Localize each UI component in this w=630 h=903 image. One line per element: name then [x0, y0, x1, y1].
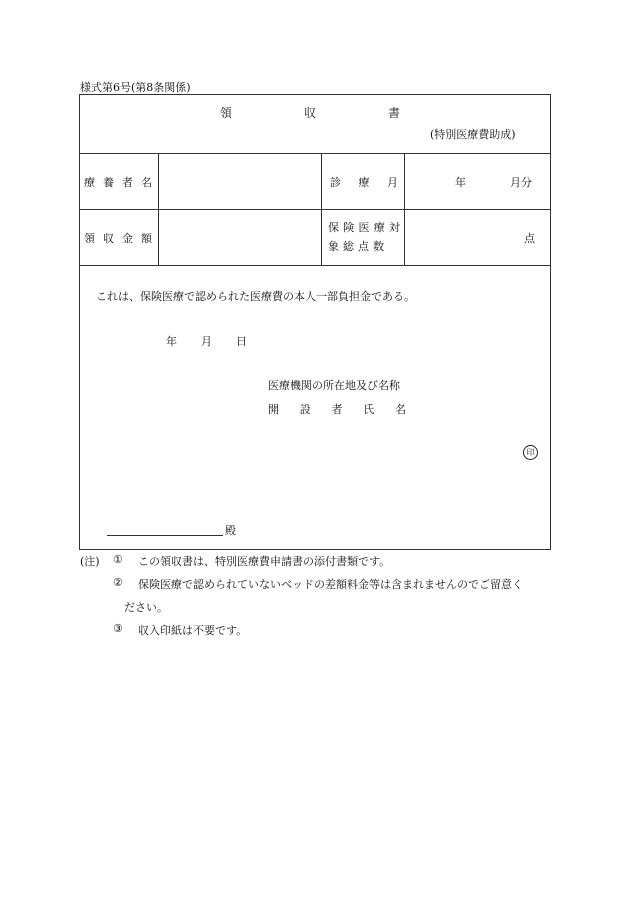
patient-name-field[interactable]	[162, 157, 317, 205]
consultation-month-label: 診療月	[330, 176, 398, 189]
amount-received-label: 領収金額	[84, 232, 152, 245]
divider-patient-row	[79, 209, 551, 210]
points-suffix: 点	[524, 232, 535, 245]
consultation-year-suffix: 年	[455, 176, 466, 189]
note-3-marker: ③	[113, 622, 123, 635]
date-month-label: 月	[201, 335, 212, 348]
note-2-text-continued: ださい。	[124, 601, 168, 614]
divider-amount-row	[79, 265, 551, 266]
note-1-marker: ①	[113, 553, 123, 566]
notes-label: (注)	[80, 555, 100, 568]
addressee-line	[107, 535, 223, 536]
note-2-text: 保険医療で認められていないベッドの差額料金等は含まれませんのでご留意く	[138, 578, 523, 591]
receipt-statement: これは、保険医療で認められた医療費の本人一部負担金である。	[96, 290, 415, 303]
col-divider-2	[321, 153, 322, 265]
date-day-label: 日	[236, 335, 247, 348]
col-divider-3	[404, 153, 405, 265]
note-3-text: 収入印紙は不要です。	[138, 624, 248, 637]
date-year-label: 年	[166, 335, 177, 348]
receipt-title: 領収書	[220, 106, 400, 120]
insurance-points-label-line2: 象総点数	[328, 240, 384, 253]
insurance-points-label-line1: 保険医療対	[328, 221, 400, 234]
receipt-subtitle: (特別医療費助成)	[430, 128, 516, 141]
seal-mark-icon: 印	[523, 445, 538, 460]
divider-title-row	[79, 153, 551, 154]
institution-label: 医療機関の所在地及び名称	[268, 379, 400, 392]
form-number-label: 様式第6号(第8条関係)	[80, 81, 191, 94]
addressee-suffix: 殿	[225, 524, 236, 537]
col-divider-1	[158, 153, 159, 265]
patient-name-label: 療養者名	[84, 176, 152, 189]
founder-name-label: 開設者氏名	[268, 403, 406, 416]
amount-received-field[interactable]	[162, 213, 317, 261]
note-1-text: この領収書は、特別医療費申請書の添付書類です。	[138, 555, 391, 568]
note-2-marker: ②	[113, 576, 123, 589]
consultation-month-suffix: 月分	[510, 176, 532, 189]
